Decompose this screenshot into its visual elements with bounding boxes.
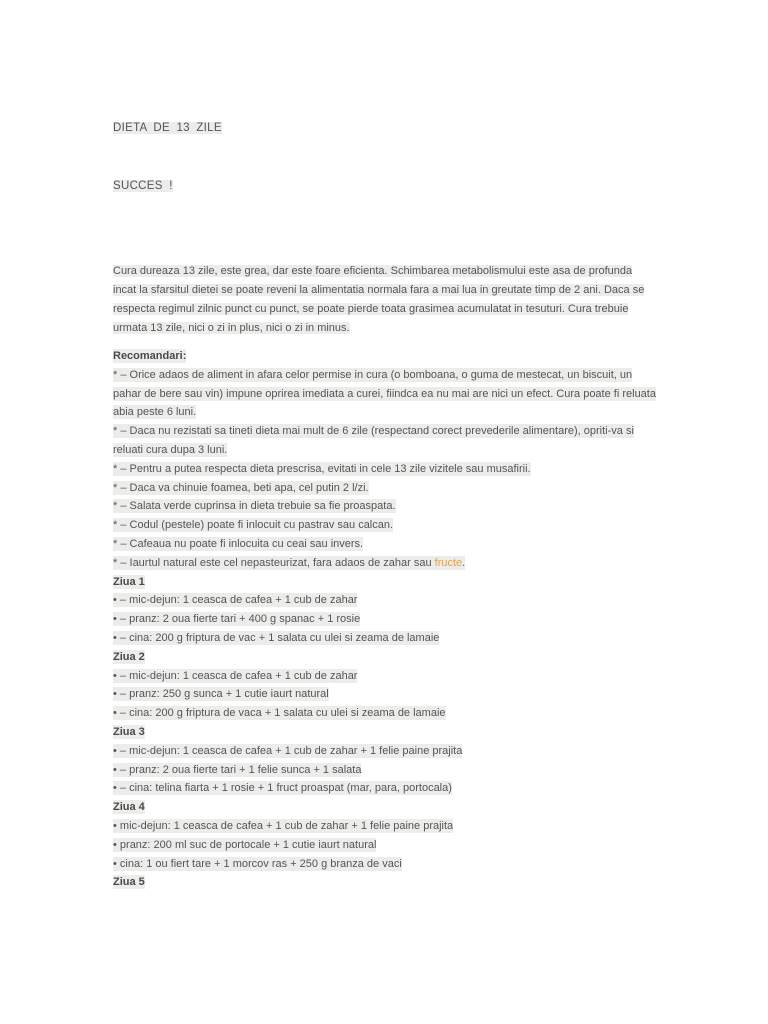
recomandare-iaurt [113,554,658,573]
recomandare-item [113,366,658,422]
meal-item [113,629,658,648]
meal-text: • – pranz: 2 oua fierte tari + 1 felie sunca + 1 salata [113,763,362,776]
meal-item [113,779,658,798]
meal-text: • cina: 1 ou fiert tare + 1 morcov ras + 250 g branza de vaci [113,857,402,870]
day-label: Ziua 4 [113,801,145,814]
day-label: Ziua 3 [113,725,145,738]
recomandari-list [113,366,658,554]
meal-item [113,761,658,780]
meal-text: • – cina: 200 g friptura de vac + 1 salata cu ulei si zeama de lamaie [113,631,440,644]
document-body [113,347,658,892]
meal-item [113,817,658,836]
recomandare-text: * – Orice adaos de aliment in afara celor permise in cura (o bomboana, o guma de mestecat, un biscuit, un pahar de bere sau vin) impune oprirea imediata a curei, fiindca ea nu mai are nici un efect. Cura poate fi reluata abia peste 6 luni. [113,368,656,419]
recomandare-text: * – Pentru a putea respecta dieta prescrisa, evitati in cele 13 zile vizitele sau musafirii. [113,462,531,475]
meal-text: • – mic-dejun: 1 ceasca de cafea + 1 cub de zahar [113,669,358,682]
intro-paragraph [113,262,653,338]
iaurt-suffix: . [462,556,466,569]
document-title [113,122,222,134]
recomandare-item [113,497,658,516]
recomandare-text: * – Salata verde cuprinsa in dieta trebuie sa fie proaspata. [113,500,396,513]
day-heading [113,873,658,892]
recomandare-item [113,422,658,460]
intro-text: Cura dureaza 13 zile, este grea, dar este foare eficienta. Schimbarea metabolismului este asa de profunda incat la sfarsitul dietei se poate reveni la alimentatia normala fara a mai lua in greutate timp de 2 ani. Daca se respecta regimul zilnic punct cu punct, se poate pierde toata grasimea acumulatat in tesuturi. Cura trebuie urmata 13 zile, nici o zi in plus, nici o zi in minus. [113,265,645,334]
day-heading [113,723,658,742]
recomandare-text: * – Daca nu rezistati sa tineti dieta mai mult de 6 zile (respectand corect prevederile alimentare), opriti-va si reluati cura dupa 3 luni. [113,425,634,456]
succes-label: SUCCES ! [113,180,173,192]
meal-item [113,685,658,704]
recomandare-text: * – Cafeaua nu poate fi inlocuita cu ceai sau invers. [113,537,364,550]
day-heading [113,648,658,667]
recomandare-item [113,460,658,479]
iaurt-text: * – Iaurtul natural este cel nepasteurizat, fara adaos de zahar sau [113,556,435,569]
meal-item [113,855,658,874]
recomandari-heading-text: Recomandari: [113,350,187,362]
recomandari-heading [113,347,658,366]
succes-text [113,180,173,192]
meal-text: • – mic-dejun: 1 ceasca de cafea + 1 cub de zahar + 1 felie paine prajita [113,744,463,757]
meal-item [113,742,658,761]
meal-text: • mic-dejun: 1 ceasca de cafea + 1 cub de zahar + 1 felie paine prajita [113,819,454,832]
day-label: Ziua 1 [113,575,145,588]
meal-item [113,667,658,686]
title-text: DIETA DE 13 ZILE [113,122,222,134]
meal-text: • – mic-dejun: 1 ceasca de cafea + 1 cub de zahar [113,594,358,607]
meal-item [113,836,658,855]
days-list [113,573,658,893]
meal-text: • – pranz: 250 g sunca + 1 cutie iaurt natural [113,688,329,701]
meal-item [113,591,658,610]
meal-text: • pranz: 200 ml suc de portocale + 1 cutie iaurt natural [113,838,377,851]
recomandare-item [113,516,658,535]
meal-item [113,610,658,629]
day-label: Ziua 2 [113,650,145,663]
day-heading [113,798,658,817]
recomandare-item [113,479,658,498]
day-label: Ziua 5 [113,876,145,889]
meal-text: • – cina: 200 g friptura de vaca + 1 salata cu ulei si zeama de lamaie [113,707,446,720]
meal-text: • – cina: telina fiarta + 1 rosie + 1 fruct proaspat (mar, para, portocala) [113,782,452,795]
fructe-link[interactable]: fructe [434,556,463,569]
meal-item [113,704,658,723]
recomandare-text: * – Daca va chinuie foamea, beti apa, cel putin 2 l/zi. [113,481,369,494]
recomandare-item [113,535,658,554]
recomandare-text: * – Codul (pestele) poate fi inlocuit cu pastrav sau calcan. [113,519,394,532]
day-heading [113,573,658,592]
meal-text: • – pranz: 2 oua fierte tari + 400 g spanac + 1 rosie [113,613,361,626]
